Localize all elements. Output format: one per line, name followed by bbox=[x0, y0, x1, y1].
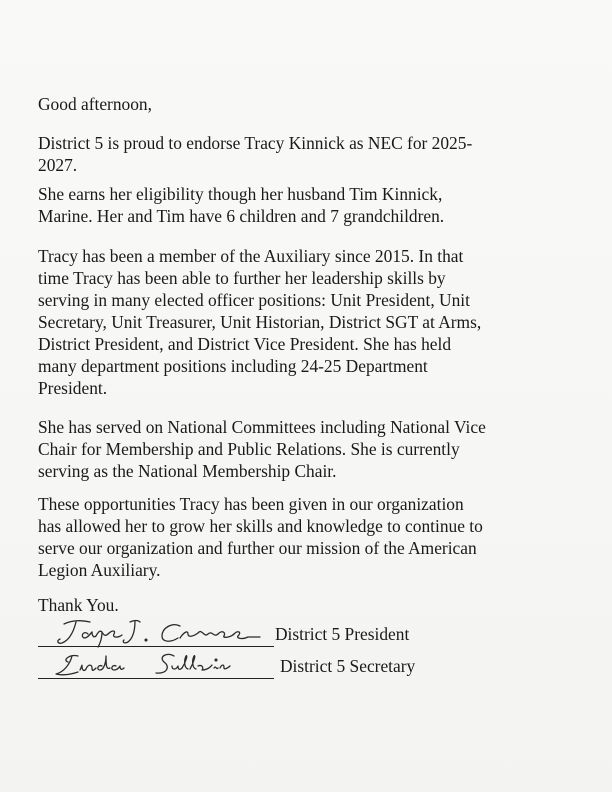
text-line: time Tracy has been able to further her leadership skills by bbox=[38, 268, 446, 288]
text-line: She has served on National Committees including National Vice bbox=[38, 417, 486, 437]
paragraph-national-committees bbox=[38, 416, 583, 482]
signature-title-secretary: District 5 Secretary bbox=[280, 656, 416, 676]
handwritten-signature-president bbox=[38, 616, 274, 648]
paragraph-opportunities bbox=[38, 493, 583, 581]
text-line: Secretary, Unit Treasurer, Unit Historian, District SGT at Arms, bbox=[38, 312, 482, 332]
text-line: District President, and District Vice President. She has held bbox=[38, 334, 452, 354]
signature-title-president: District 5 President bbox=[275, 624, 410, 644]
text-line: She earns her eligibility though her husband Tim Kinnick, bbox=[38, 184, 443, 204]
text-line: serving as the National Membership Chair. bbox=[38, 461, 337, 481]
paragraph-eligibility bbox=[38, 183, 583, 227]
text-line: Marine. Her and Tim have 6 children and 7 grandchildren. bbox=[38, 206, 445, 226]
text-line: Tracy has been a member of the Auxiliary since 2015. In that bbox=[38, 246, 464, 266]
text-line: serving in many elected officer positions: Unit President, Unit bbox=[38, 290, 470, 310]
greeting: Good afternoon, bbox=[38, 94, 152, 114]
text-line: Legion Auxiliary. bbox=[38, 560, 161, 580]
text-line: Chair for Membership and Public Relations. She is currently bbox=[38, 439, 460, 459]
text-line: President. bbox=[38, 378, 108, 398]
text-line: District 5 is proud to endorse Tracy Kinnick as NEC for 2025- bbox=[38, 133, 473, 153]
paragraph-auxiliary-history bbox=[38, 245, 583, 399]
text-line: These opportunities Tracy has been given in our organization bbox=[38, 494, 464, 514]
text-line: serve our organization and further our mission of the American bbox=[38, 538, 477, 558]
paragraph-endorsement bbox=[38, 132, 583, 176]
signature-row-president bbox=[38, 620, 438, 646]
handwritten-signature-secretary bbox=[38, 648, 274, 680]
text-line: 2027. bbox=[38, 155, 78, 175]
signature-row-secretary bbox=[38, 652, 438, 678]
text-line: has allowed her to grow her skills and knowledge to continue to bbox=[38, 516, 483, 536]
closing: Thank You. bbox=[38, 595, 119, 615]
text-line: many department positions including 24-25 Department bbox=[38, 356, 428, 376]
